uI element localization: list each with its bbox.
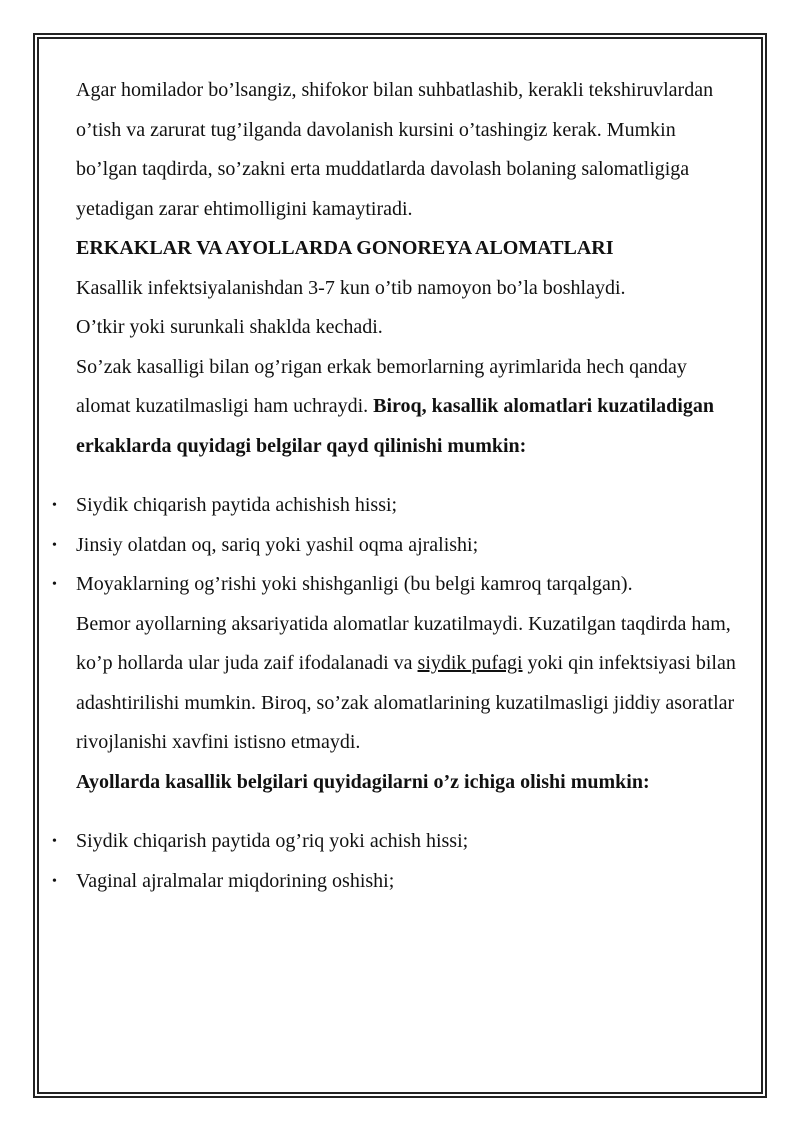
bullet-icon: • bbox=[52, 577, 57, 592]
list-item-text: Siydik chiqarish paytida og’riq yoki achish hissi; bbox=[76, 830, 469, 852]
bullet-icon: • bbox=[52, 873, 57, 889]
spacer bbox=[76, 466, 736, 486]
list-item bbox=[52, 862, 736, 902]
paragraph-men bbox=[76, 348, 736, 467]
bullet-icon: • bbox=[52, 537, 57, 553]
men-symptom-list bbox=[52, 486, 736, 605]
paragraph-women bbox=[76, 605, 736, 763]
paragraph-onset: Kasallik infektsiyalanishdan 3-7 kun o’tib namoyon bo’la boshlaydi. bbox=[76, 276, 626, 299]
list-item-text: Siydik chiqarish paytida achishish hissi; bbox=[76, 494, 398, 516]
section-heading-symptoms: ERKAKLAR VA AYOLLARDA GONOREYA ALOMATLARI bbox=[76, 237, 614, 259]
women-symptom-list bbox=[52, 822, 736, 901]
bullet-icon: • bbox=[52, 834, 57, 849]
document-body bbox=[52, 71, 736, 901]
list-item-text: Vaginal ajralmalar miqdorining oshishi; bbox=[76, 869, 395, 892]
paragraph-men-bold: Biroq, kasallik alomatlari kuzatiladigan erkaklarda quyidagi belgilar qayd qilinishi mumkin: bbox=[76, 395, 714, 457]
list-item bbox=[52, 526, 736, 566]
spacer bbox=[76, 802, 736, 822]
bladder-link[interactable]: siydik pufagi bbox=[417, 652, 523, 674]
paragraph-course: O’tkir yoki surunkali shaklda kechadi. bbox=[76, 316, 383, 338]
paragraph-women-part2: yoki qin infektsiyasi bilan adashtirilishi mumkin. Biroq, so’zak alomatlarining kuzatilmasligi jiddiy asoratlar rivojlanishi xavfini istisno etmaydi. bbox=[76, 652, 736, 753]
paragraph-men-plain: So’zak kasalligi bilan og’rigan erkak bemorlarning ayrimlarida hech qanday alomat kuzatilmasligi ham uchraydi. bbox=[76, 355, 687, 417]
list-item bbox=[52, 565, 736, 605]
list-item bbox=[52, 822, 736, 862]
list-item-text: Jinsiy olatdan oq, sariq yoki yashil oqma ajralishi; bbox=[76, 533, 479, 556]
list-item-text: Moyaklarning og’rishi yoki shishganligi (bu belgi kamroq tarqalgan). bbox=[76, 573, 633, 595]
list-item bbox=[52, 486, 736, 526]
bullet-icon: • bbox=[52, 498, 57, 513]
section-heading-women: Ayollarda kasallik belgilari quyidagilarni o’z ichiga olishi mumkin: bbox=[76, 770, 650, 793]
paragraph-women-part1: Bemor ayollarning aksariyatida alomatlar kuzatilmaydi. Kuzatilgan taqdirda ham, ko’p hollarda ular juda zaif ifodalanadi va bbox=[76, 612, 731, 674]
paragraph-pregnancy: Agar homilador bo’lsangiz, shifokor bilan suhbatlashib, kerakli tekshiruvlardan o’tish va zarurat tug’ilganda davolanish kursini o’tashingiz kerak. Mumkin bo’lgan taqdirda, so’zakni erta muddatlarda davolash bolaning salomatligiga yetadigan zarar ehtimolligini kamaytiradi. bbox=[76, 79, 714, 220]
